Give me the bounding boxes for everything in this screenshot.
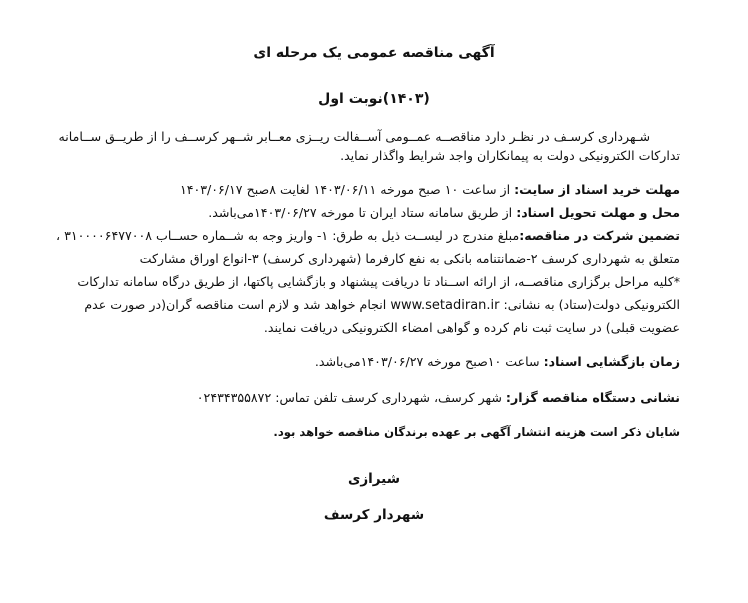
delivery-deadline <box>40 204 680 222</box>
guarantee-label: تضمین شرکت در مناقصه: <box>519 228 680 243</box>
process-line-1: *کلیه مراحل برگزاری مناقصــه، از ارائه اســناد تا دریافت پیشنهاد و بازگشایی پاکتها، از طریق درگاه سامانه تدارکات <box>77 274 680 289</box>
publication-cost-note: شایان ذکر است هزینه انتشار آگهی بر عهده برندگان مناقصه خواهد بود. <box>273 425 680 439</box>
notice-subtitle: (۱۴۰۳)نوبت اول <box>318 91 430 107</box>
guarantee-text: مبلغ مندرج در لیســت ذیل به طرق: ۱- واریز وجه به شــماره حســاب ۳۱۰۰۰۰۶۴۷۷۰۰۸ ، <box>56 228 520 243</box>
opening-text: ساعت ۱۰صبح مورخه ۱۴۰۳/۰۶/۲۷می‌باشد. <box>314 354 544 369</box>
notice-title: آگهی مناقصه عمومی یک مرحله ای <box>253 45 495 61</box>
intro-line-2: تدارکات الکترونیکی دولت به پیمانکاران واجد شرایط واگذار نماید. <box>340 148 680 163</box>
opening-time <box>40 353 680 371</box>
delivery-text: از طریق سامانه ستاد ایران تا مورخه ۱۴۰۳/۰۶/۲۷می‌باشد. <box>208 205 517 220</box>
process-line-2-start: الکترونیکی دولت(ستاد) به نشانی: <box>499 297 680 312</box>
process-line-3: عضویت قبلی) در سایت ثبت نام کرده و گواهی امضاء الکترونیکی دریافت نمایند. <box>263 320 680 335</box>
guarantee-line-2: متعلق به شهرداری کرسف ۲-ضمانتنامه بانکی به نفع کارفرما (شهرداری کرسف) ۳-انواع اوراق مشارکت <box>139 251 680 266</box>
address-label: نشانی دستگاه مناقصه گزار: <box>505 390 680 405</box>
purchase-label: مهلت خرید اسناد از سایت: <box>514 182 680 197</box>
opening-label: زمان بازگشایی اسناد: <box>543 354 680 369</box>
setadiran-link[interactable]: www.setadiran.ir <box>390 298 500 313</box>
process-line-2 <box>40 296 680 315</box>
signature-title: شهردار کرسف <box>323 507 425 523</box>
purchase-deadline <box>40 181 680 199</box>
tender-address <box>40 389 680 407</box>
delivery-label: محل و مهلت تحویل اسناد: <box>516 205 680 220</box>
signature-name: شیرازی <box>348 471 400 487</box>
address-text: شهر کرسف، شهرداری کرسف تلفن تماس: ۰۲۴۳۴۳۵۵۸۷۲ <box>196 390 506 405</box>
purchase-text: از ساعت ۱۰ صبح مورخه ۱۴۰۳/۰۶/۱۱ لغایت ۸صبح ۱۴۰۳/۰۶/۱۷ <box>179 182 515 197</box>
process-line-2-end: انجام خواهد شد و لازم است مناقصه گران(در صورت عدم <box>84 297 391 312</box>
guarantee-line-1 <box>40 227 680 245</box>
intro-line-1: شـهرداری کرسـف در نظـر دارد مناقصــه عمــومی آســفالت ریــزی معــابر شــهر کرســف را از طریــق ســامانه <box>58 129 650 144</box>
